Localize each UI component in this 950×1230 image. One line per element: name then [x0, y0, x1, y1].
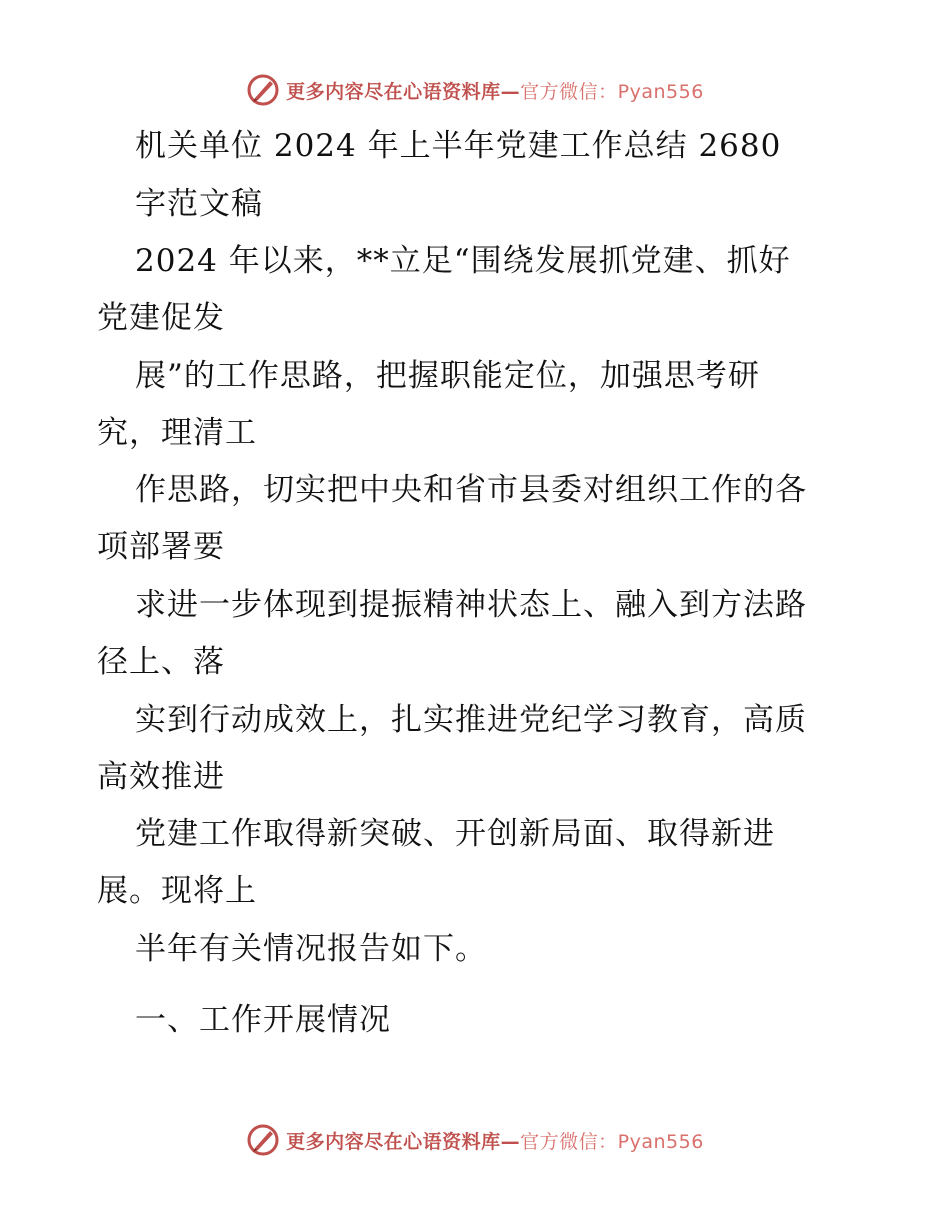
title-line-1: 机关单位 2024 年上半年党建工作总结 2680 — [135, 128, 782, 164]
footer-watermark — [0, 1120, 950, 1160]
paragraph-line: 2024 年以来，**立足“围绕发展抓党建、抓好 — [135, 243, 791, 279]
watermark-text — [286, 77, 704, 104]
paragraph-line: 究，理清工 — [97, 415, 257, 451]
quill-logo-icon — [246, 73, 280, 107]
watermark-dash: — — [500, 80, 521, 103]
paragraph-line: 径上、落 — [97, 644, 225, 680]
paragraph-line: 党建促发 — [97, 300, 225, 336]
section-heading: 一、工作开展情况 — [135, 1002, 391, 1038]
watermark-dash: — — [500, 1130, 521, 1153]
watermark-text — [286, 1127, 704, 1154]
paragraph-line: 项部署要 — [97, 529, 225, 565]
watermark-name: 更多内容尽在心语资料库 — [286, 1130, 501, 1153]
paragraph-line: 高效推进 — [97, 759, 225, 795]
paragraph-line: 展”的工作思路，把握职能定位，加强思考研 — [135, 358, 760, 394]
paragraph-line: 求进一步体现到提振精神状态上、融入到方法路 — [135, 587, 807, 623]
header-watermark — [0, 70, 950, 110]
quill-logo-icon — [246, 1123, 280, 1157]
watermark-name: 更多内容尽在心语资料库 — [286, 80, 501, 103]
paragraph-line: 党建工作取得新突破、开创新局面、取得新进 — [135, 816, 775, 852]
watermark-wechat: 官方微信：Pyan556 — [520, 80, 704, 103]
watermark-wechat: 官方微信：Pyan556 — [520, 1130, 704, 1153]
paragraph-line: 展。现将上 — [97, 873, 257, 909]
title-line-2: 字范文稿 — [135, 186, 263, 222]
paragraph-line: 半年有关情况报告如下。 — [135, 931, 487, 967]
paragraph-line: 实到行动成效上，扎实推进党纪学习教育，高质 — [135, 702, 807, 738]
paragraph-line: 作思路，切实把中央和省市县委对组织工作的各 — [135, 472, 807, 508]
